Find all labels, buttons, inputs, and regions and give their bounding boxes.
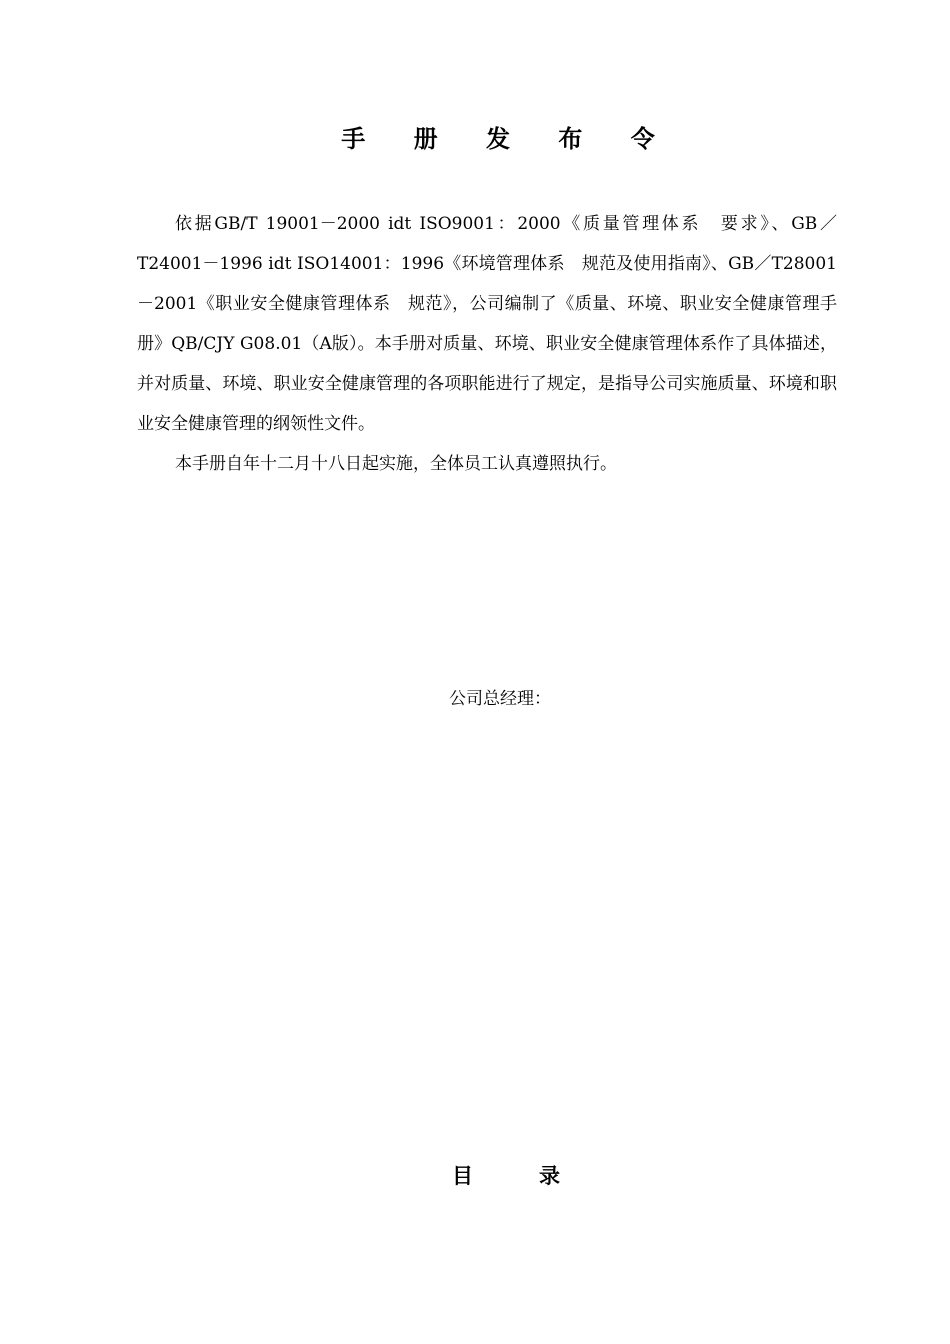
- body-text: [137, 204, 837, 484]
- signature-label: 公司总经理：: [449, 689, 551, 709]
- page-title: 手 册 发 布 令: [341, 125, 675, 153]
- paragraph-basis: 依据GB/T 19001－2000 idt ISO9001：2000《质量管理体系 要求》、GB／T24001－1996 idt ISO14001：1996《环境管理体系 规范及使用指南》、GB／T28001－2001《职业安全健康管理体系 规范》，公司编制了《质量、环境、职业安全健康管理手册》QB/CJY G08.01（A版）。本手册对质量、环境、职业安全健康管理体系作了具体描述，并对质量、环境、职业安全健康管理的各项职能进行了规定，是指导公司实施质量、环境和职业安全健康管理的纲领性文件。: [137, 214, 837, 434]
- paragraph-effective-date: 本手册自年十二月十八日起实施，全体员工认真遵照执行。: [175, 454, 617, 474]
- toc-title: 目录: [452, 1164, 626, 1188]
